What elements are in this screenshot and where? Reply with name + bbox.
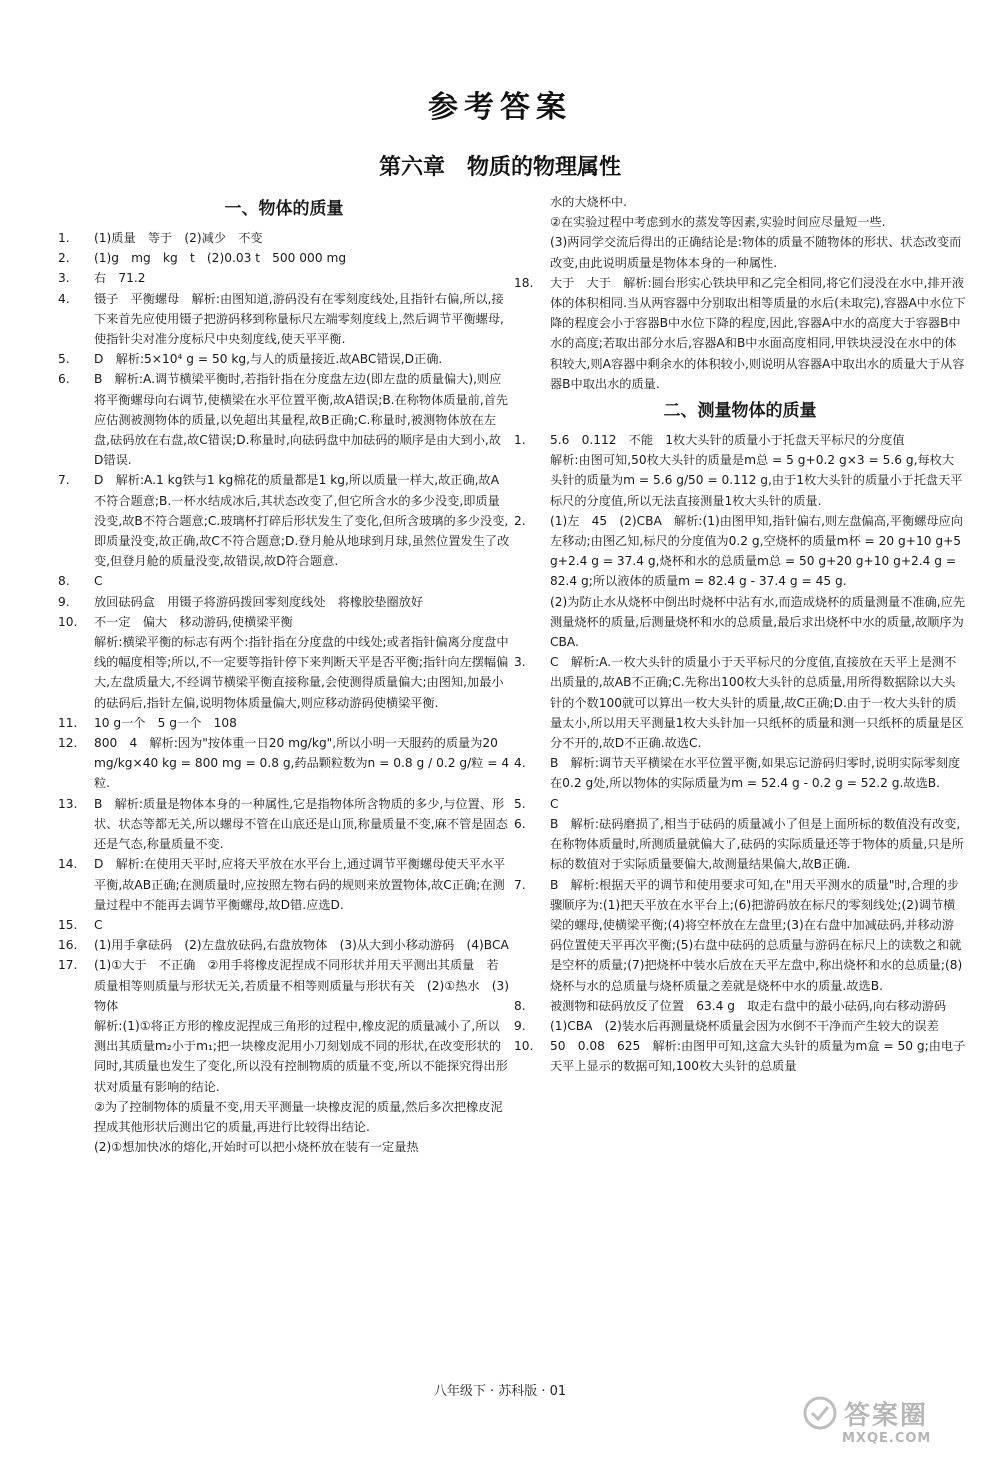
item-number: 8. <box>514 998 526 1013</box>
item-text: 大于 大于 解析:圆台形实心铁块甲和乙完全相同,将它们浸没在水中,排开液体的体积相同.当从两容器中分别取出相等质量的水后(未取完),容器A中水位下降的程度会小于容器B中水位下降的程度,因此,容器A中水的高度大于容器B中水的高度;若取出部分水后,容器A和B中水面高度相同,甲铁块浸没在水中的体积较大,则A容器中剩余水的体积较小,则说明从容器A中取出水的质量大于从容器B中取出水的质量. <box>550 275 966 391</box>
answer-item <box>58 955 510 1016</box>
item-number: 4. <box>58 291 70 306</box>
item-number: 13. <box>58 796 78 811</box>
item-text: 不一定 偏大 移动游码,使横梁平衡 <box>94 614 293 629</box>
watermark-url: MXQE.COM <box>842 1431 932 1446</box>
analysis-paragraph: (2)①想加快冰的熔化,开始时可以把小烧杯放在装有一定量热 <box>94 1140 419 1155</box>
item-text: C 解析:A.一枚大头针的质量小于天平标尺的分度值,直接放在天平上是测不出质量的,故AB不正确;C.先称出100枚大头针的总质量,用所得数据除以大头针的个数100就可以算出一枚大头针的质量,故C正确;D.由于一枚大头针的质量太小,所以用天平测量1枚大头针加一只纸杯的质量和测一只纸杯的质量是区分不开的,故D不正确.故选C. <box>550 655 964 751</box>
item-text: C <box>94 574 103 589</box>
answer-item <box>58 470 510 571</box>
item-text: D 解析:在使用天平时,应将天平放在水平台上,通过调节平衡螺母使天平水平平衡,故AB正确;在测质量时,应按照左物右码的规则来放置物体,故C正确;在测量过程中不能再去调节平衡螺母,故D错.应选D. <box>94 857 506 912</box>
answer-item <box>58 854 510 915</box>
item-text: 5.6 0.112 不能 1枚大头针的质量小于托盘天平标尺的分度值 <box>550 433 905 448</box>
answer-item <box>514 996 966 1016</box>
page-footer: 八年级下 · 苏科版 · 01 <box>433 1384 567 1399</box>
item-text: 镊子 平衡螺母 解析:由图知道,游码没有在零刻度线处,且指针右偏,所以,接下来首先应使用镊子把游码移到称量标尺左端零刻度线上,然后调节平衡螺母,使指针尖对准分度标尺中央刻度线,使天平平衡. <box>94 291 504 347</box>
item-number: 9. <box>514 1018 526 1033</box>
page-title: 参考答案 <box>428 90 572 125</box>
answer-item <box>514 753 966 793</box>
item-text: (1)①大于 不正确 ②用手将橡皮泥捏成不同形状并用天平测出其质量 若质量相等则质量与形状无关,若质量不相等则质量与形状有关 (2)①热水 (3)物体 <box>94 958 509 1013</box>
item-number: 6. <box>514 816 526 831</box>
answer-item <box>58 228 510 248</box>
watermark-text: 答案圈 <box>844 1401 929 1431</box>
watermark-icon <box>800 1395 840 1431</box>
item-text: B 解析:A.调节横梁平衡时,若指针指在分度盘左边(即左盘的质量偏大),则应将平衡螺母向右调节,使横梁在水平位置平衡,故A错误;B.在称物体质量前,首先应估测被测物体的质量,以免超出其量程,故B正确;C.称量时,被测物体放在左盘,砝码放在右盘,故C错误;D.称量时,向砝码盘中加砝码的顺序是由大到小,故D错误. <box>94 372 509 468</box>
item-number: 1. <box>514 433 526 448</box>
item-text: (1)质量 等于 (2)减少 不变 <box>94 231 263 245</box>
item-text: D 解析:A.1 kg铁与1 kg棉花的质量都是1 kg,所以质量一样大,故正确,故A不符合题意;B.一杯水结成冰后,其状态改变了,但它所含水的多少没变,即质量没变,故B不符合题意;C.玻璃杯打碎后形状发生了变化,但所含玻璃的多少没变,即质量没变,故正确,故C不符合题意;D.登月舱从地球到月球,虽然位置发生了改变,但登月舱的质量没变,故错误,故D符合题意. <box>94 473 510 569</box>
item-text: B 解析:根据天平的调节和使用要求可知,在"用天平测水的质量"时,合理的步骤顺序为:(1)把天平放在水平台上;(6)把游码放在标尺的零刻线处;(2)调节横梁的螺母,使横梁平衡;(4)将空杯放在左盘里;(3)在右盘中加减砝码,并移动游码位置使天平再次平衡;(5)右盘中砝码的总质量与游码在标尺上的读数之和就是空杯的质量;(7)把烧杯中装水后放在天平左盘中,称出烧杯和水的总质量;(8)烧杯与水的总质量与烧杯质量之差就是烧杯中水的质量.故选B. <box>550 877 963 993</box>
answer-item <box>58 349 510 369</box>
item-number: 11. <box>58 715 78 730</box>
answer-item <box>514 273 966 394</box>
item-text: 800 4 解析:因为"按体重一日20 mg/kg",所以小明一天服药的质量为20 mg/kg×40 kg = 800 mg = 0.8 g,药品颗粒数为n = 0.8 g / 0.2 g/粒 = 4粒. <box>94 736 510 791</box>
answer-item <box>58 592 510 612</box>
continued-paragraph: 水的大烧杯中. <box>550 195 627 209</box>
item-number: 10. <box>514 1039 534 1054</box>
answer-item <box>514 1036 966 1076</box>
analysis-paragraph: 解析:(1)①将正方形的橡皮泥捏成三角形的过程中,橡皮泥的质量减小了,所以测出其质量m₂小于m₁;把一块橡皮泥用小刀刻划成不同的形状,在改变形状的同时,其质量也发生了变化,所以没有控制物质的质量不变,所以不能探究得出形状对质量有影响的结论. <box>94 1018 508 1094</box>
item-number: 4. <box>514 756 526 771</box>
item-text: B 解析:调节天平横梁在水平位置平衡,如果忘记游码归零时,说明实际零刻度在0.2 g处,所以物体的实际质量为m = 52.4 g - 0.2 g = 52.2 g.故选B. <box>550 756 961 791</box>
answer-item <box>58 369 510 470</box>
answer-item <box>58 248 510 268</box>
item-number: 7. <box>58 473 70 488</box>
item-number: 2. <box>58 251 70 266</box>
answer-item <box>514 1016 966 1036</box>
item-number: 10. <box>58 614 78 629</box>
watermark-logo <box>800 1395 960 1453</box>
answer-item <box>58 289 510 350</box>
item-number: 16. <box>58 938 78 953</box>
section-heading: 二、测量物体的质量 <box>663 401 817 422</box>
item-number: 12. <box>58 736 78 751</box>
item-number: 8. <box>58 574 70 589</box>
item-number: 3. <box>514 655 526 670</box>
item-text: B 解析:质量是物体本身的一种属性,它是指物体所含物质的多少,与位置、形状、状态等都无关,所以螺母不管在山底还是山顶,称量质量不变,麻不管是固态还是气态,称量质量不变. <box>94 796 508 852</box>
chapter-title: 第六章 物质的物理属性 <box>378 155 621 180</box>
item-text: C <box>550 796 559 811</box>
item-number: 18. <box>514 275 534 290</box>
item-text: (1)左 45 (2)CBA 解析:(1)由图甲知,指针偏右,则左盘偏高,平衡螺母应向左移动;由图乙知,标尺的分度值为0.2 g,空烧杯的质量m杯 = 20 g+10 g+5 g+2.4 g = 37.4 g,烧杯和水的总质量m总 = 50 g+20 g+10 g+2.4 g = 82.4 g;所以液体的质量m = 82.4 g - 37.4 g = 45 g. <box>550 513 965 589</box>
answer-item <box>58 713 510 733</box>
item-number: 17. <box>58 958 78 973</box>
left-column <box>58 192 510 1157</box>
item-number: 14. <box>58 857 78 872</box>
analysis-paragraph: 解析:横梁平衡的标志有两个:指针指在分度盘的中线处;或者指针偏离分度盘中线的幅度相等;所以,不一定要等指针停下来判断天平是否平衡;指针向左摆幅偏大,左盘质量大,不经调节横梁平衡直接称量,会使测得质量偏大;由图知,加最小的砝码后,指针左偏,说明物体质量偏大,则应移动游码使横梁平衡. <box>94 635 509 710</box>
item-text: 10 g一个 5 g一个 108 <box>94 715 237 730</box>
item-text: 50 0.08 625 解析:由图甲可知,这盒大头针的质量为m盒 = 50 g;由电子天平上显示的数据可知,100枚大头针的总质量 <box>550 1039 966 1074</box>
answer-item <box>514 652 966 753</box>
answer-item <box>514 875 966 996</box>
item-number: 5. <box>58 352 70 367</box>
item-number: 1. <box>58 231 70 245</box>
item-text: C <box>94 917 103 932</box>
answer-item <box>58 612 510 632</box>
item-text: (1)用手拿砝码 (2)左盘放砝码,右盘放物体 (3)从大到小移动游码 (4)BCA <box>94 938 509 953</box>
analysis-paragraph: ②为了控制物体的质量不变,用天平测量一块橡皮泥的质量,然后多次把橡皮泥捏成其他形状后测出它的质量,再进行比较得出结论. <box>94 1099 503 1134</box>
item-number: 6. <box>58 372 70 387</box>
answer-item <box>58 794 510 855</box>
answer-item <box>514 794 966 814</box>
item-number: 2. <box>514 513 526 528</box>
answer-item <box>514 430 966 450</box>
item-number: 15. <box>58 917 78 932</box>
continued-paragraph: ②在实验过程中考虑到水的蒸发等因素,实验时间应尽量短一些. <box>550 215 886 230</box>
item-text: B 解析:砝码磨损了,相当于砝码的质量减小了但是上面所标的数值没有改变,在称物体质量时,所测质量就偏大了,砝码的实际质量还等于物体的质量,只是所标的数值对于实际质量要偏大,故测量结果偏大,故B正确. <box>550 816 964 872</box>
answer-item <box>514 511 966 592</box>
answer-item <box>58 935 510 955</box>
analysis-paragraph: (2)为防止水从烧杯中倒出时烧杯中沾有水,而造成烧杯的质量测量不准确,应先测量烧杯的质量,后测量烧杯和水的总质量,最后求出烧杯中水的质量,故顺序为CBA. <box>550 594 966 650</box>
answer-item <box>58 268 510 288</box>
item-text: 右 71.2 <box>94 271 146 286</box>
right-column <box>514 192 966 1077</box>
section-heading: 一、物体的质量 <box>224 199 344 219</box>
answer-item <box>58 915 510 935</box>
item-text: (1)g mg kg t (2)0.03 t 500 000 mg <box>94 251 347 266</box>
item-number: 9. <box>58 594 70 609</box>
item-number: 5. <box>514 796 526 811</box>
item-text: D 解析:5×10⁴ g = 50 kg,与人的质量接近.故ABC错误,D正确. <box>94 352 443 367</box>
item-number: 3. <box>58 271 70 286</box>
item-text: 放回砝码盒 用镊子将游码拨回零刻度线处 将橡胶垫圈放好 <box>94 594 424 609</box>
continued-paragraph: (3)两同学交流后得出的正确结论是:物体的质量不随物体的形状、状态改变而改变,由此说明质量是物体本身的一种属性. <box>550 235 962 270</box>
answer-item <box>514 814 966 875</box>
answer-item <box>58 571 510 591</box>
item-text: 被测物和砝码放反了位置 63.4 g 取走右盘中的最小砝码,向右移动游码 <box>550 998 947 1013</box>
item-number: 7. <box>514 877 526 892</box>
answer-item <box>58 733 510 794</box>
item-text: (1)CBA (2)装水后再测量烧杯质量会因为水倒不干净而产生较大的误差 <box>550 1018 939 1033</box>
analysis-paragraph: 解析:由图可知,50枚大头针的质量是m总 = 5 g+0.2 g×3 = 5.6 g,每枚大头针的质量为m = 5.6 g/50 = 0.112 g,由于1枚大头针的质量小于托盘天平标尺的分度值,所以无法直接测量1枚大头针的质量. <box>550 453 963 508</box>
